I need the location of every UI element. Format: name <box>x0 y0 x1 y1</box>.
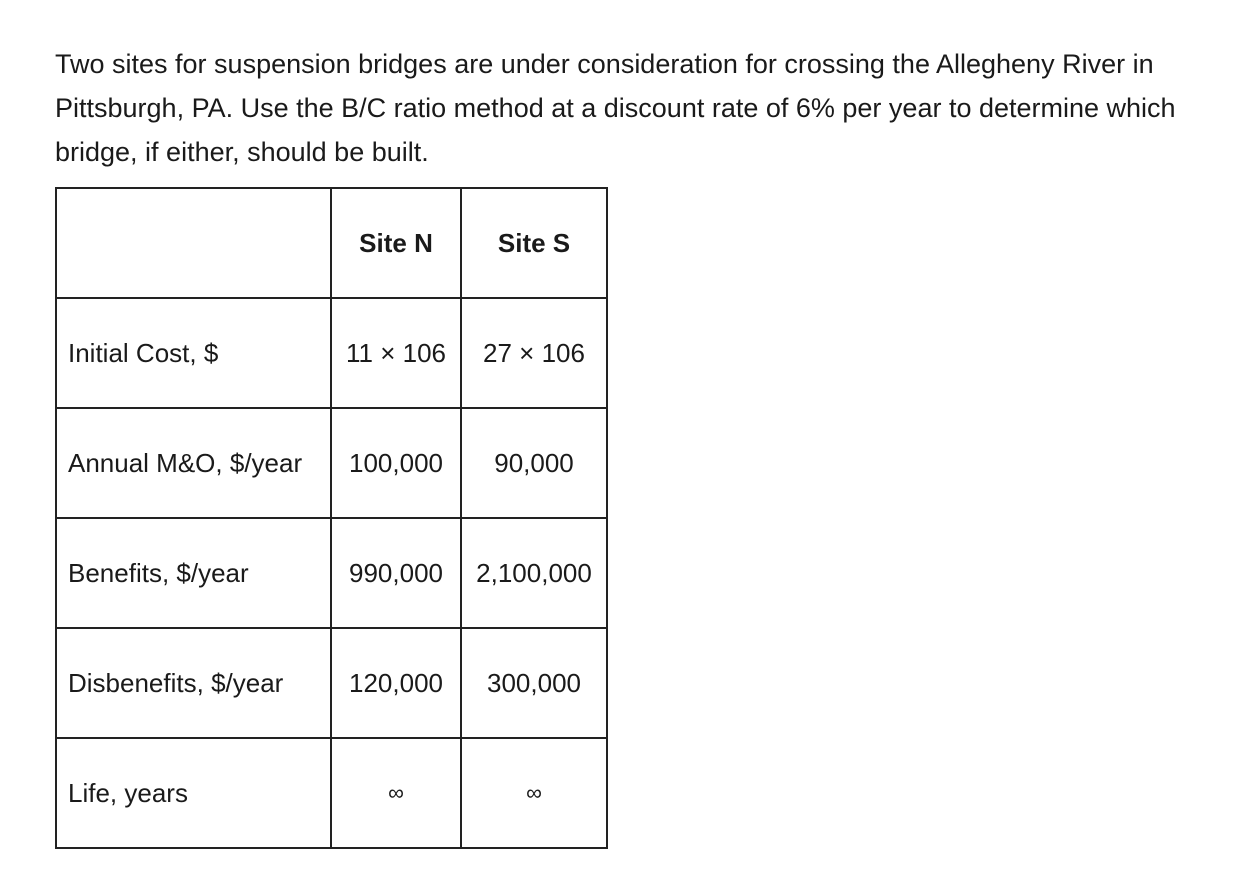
header-site-n: Site N <box>331 188 461 298</box>
row-label-annual-mo: Annual M&O, $/year <box>56 408 331 518</box>
cell-life-site-s: ∞ <box>461 738 607 848</box>
row-label-life: Life, years <box>56 738 331 848</box>
cell-disbenefits-site-s: 300,000 <box>461 628 607 738</box>
cell-annual-mo-site-n: 100,000 <box>331 408 461 518</box>
row-label-disbenefits: Disbenefits, $/year <box>56 628 331 738</box>
cell-annual-mo-site-s: 90,000 <box>461 408 607 518</box>
bridge-comparison-table <box>55 187 608 849</box>
row-label-initial-cost: Initial Cost, $ <box>56 298 331 408</box>
cell-initial-cost-site-n: 11 × 106 <box>331 298 461 408</box>
row-label-benefits: Benefits, $/year <box>56 518 331 628</box>
header-site-s: Site S <box>461 188 607 298</box>
table-row-annual-mo <box>56 408 607 518</box>
cell-initial-cost-site-s: 27 × 106 <box>461 298 607 408</box>
table-row-initial-cost <box>56 298 607 408</box>
table-row-life <box>56 738 607 848</box>
header-corner-cell <box>56 188 331 298</box>
cell-benefits-site-n: 990,000 <box>331 518 461 628</box>
table-header-row <box>56 188 607 298</box>
cell-life-site-n: ∞ <box>331 738 461 848</box>
problem-statement: Two sites for suspension bridges are under consideration for crossing the Allegheny River in Pittsburgh, PA. Use the B/C ratio method at a discount rate of 6% per year to determine which bridge, if either, should be built. <box>55 49 1176 167</box>
cell-benefits-site-s: 2,100,000 <box>461 518 607 628</box>
table-row-benefits <box>56 518 607 628</box>
cell-disbenefits-site-n: 120,000 <box>331 628 461 738</box>
table-row-disbenefits <box>56 628 607 738</box>
